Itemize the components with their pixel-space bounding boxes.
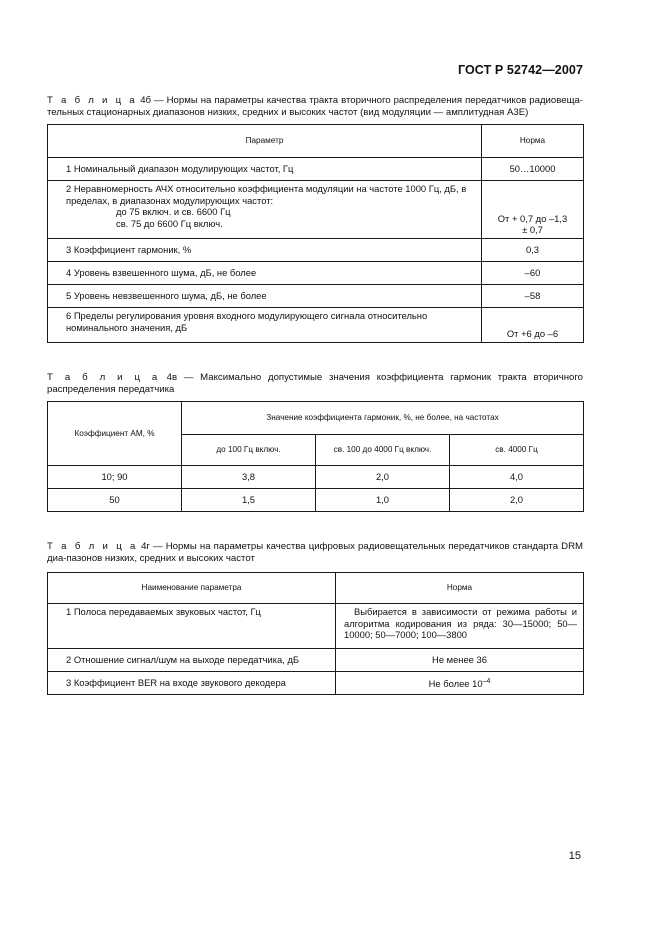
header-norm: Норма: [482, 125, 584, 158]
header-param: Наименование параметра: [48, 573, 336, 604]
row-param: 4 Уровень взвешенного шума, дБ, не более: [48, 262, 482, 285]
row-norm: [336, 672, 584, 695]
row-norm: От +6 до –6: [482, 308, 584, 343]
header-param: Параметр: [48, 125, 482, 158]
row-norm: 50…10000: [482, 158, 584, 181]
row-sub-item: до 75 включ. и св. 6600 Гц: [116, 206, 231, 218]
cell-am: 10; 90: [48, 466, 182, 489]
table-row: [48, 649, 584, 672]
cell-am: 50: [48, 489, 182, 512]
row-param: [48, 181, 482, 239]
table-row: [48, 262, 584, 285]
table-header-row: [48, 573, 584, 604]
page-number: 15: [568, 850, 581, 862]
row-norm: 0,3: [482, 239, 584, 262]
header-group: Значение коэффициента гармоник, %, не более, на частотах: [182, 402, 584, 435]
row-param: 3 Коэффициент BER на входе звукового декодера: [48, 672, 336, 695]
row-norm: Не менее 36: [336, 649, 584, 672]
table-row: [48, 489, 584, 512]
row-param: 2 Отношение сигнал/шум на выходе передатчика, дБ: [48, 649, 336, 672]
header-col: до 100 Гц включ.: [182, 435, 316, 466]
row-norm: –60: [482, 262, 584, 285]
table-4b: [47, 124, 584, 343]
table-row: [48, 604, 584, 649]
table-row: [48, 181, 584, 239]
table-4g-caption: [47, 541, 583, 565]
header-coef: Коэффициент АМ, %: [48, 402, 182, 466]
caption-prefix: Т а б л и ц а: [47, 541, 138, 552]
table-4v: [47, 401, 584, 512]
row-sub-item: св. 75 до 6600 Гц включ.: [116, 217, 223, 229]
caption-text: 4б — Нормы на параметры качества тракта вторичного распределения передатчиков радиовеща-тельных стационарных диапазонов низких, средних и высоких частот (вид модуляции — амплитудная А3Е): [47, 95, 583, 118]
row-param-text: 2 Неравномерность АЧХ относительно коэффициента модуляции на частоте 1000 Гц, дБ, в пределах, в диапазонах модулирующих частот:: [66, 183, 467, 206]
row-norm: [482, 181, 584, 239]
table-row: [48, 308, 584, 343]
row-param: 1 Номинальный диапазон модулирующих частот, Гц: [48, 158, 482, 181]
row-param: 5 Уровень невзвешенного шума, дБ, не более: [48, 285, 482, 308]
cell-value: 2,0: [316, 466, 450, 489]
table-row: [48, 466, 584, 489]
caption-text: 4в — Максимально допустимые значения коэффициента гармоник тракта вторичного распределения передатчика: [47, 372, 583, 395]
document-code: ГОСТ Р 52742—2007: [457, 63, 583, 77]
cell-value: 2,0: [450, 489, 584, 512]
row-norm: –58: [482, 285, 584, 308]
row-norm-value: От + 0,7 до –1,3: [497, 212, 568, 224]
row-param: 1 Полоса передаваемых звуковых частот, Гц: [48, 604, 336, 649]
table-row: [48, 285, 584, 308]
caption-prefix: Т а б л и ц а: [47, 372, 160, 383]
table-row: [48, 239, 584, 262]
table-4b-caption: [47, 95, 583, 119]
table-row: [48, 672, 584, 695]
caption-text: 4г — Нормы на параметры качества цифровых радиовещательных передатчиков стандарта DRM диа-пазонов низких, средних и высоких частот: [47, 541, 583, 564]
row-param: 6 Пределы регулирования уровня входного модулирующего сигнала относительно номинального значения, дБ: [48, 308, 482, 343]
cell-value: 3,8: [182, 466, 316, 489]
table-row: [48, 158, 584, 181]
table-4g: [47, 572, 584, 695]
row-param: 3 Коэффициент гармоник, %: [48, 239, 482, 262]
cell-value: 4,0: [450, 466, 584, 489]
norm-base: Не более 10: [428, 678, 483, 690]
table-4v-caption: [47, 372, 583, 396]
header-col: св. 4000 Гц: [450, 435, 584, 466]
cell-value: 1,5: [182, 489, 316, 512]
row-norm-value: ± 0,7: [522, 224, 543, 236]
table-header-row: [48, 125, 584, 158]
cell-value: 1,0: [316, 489, 450, 512]
table-header-row: [48, 402, 584, 435]
header-norm: Норма: [336, 573, 584, 604]
row-norm: Выбирается в зависимости от режима работы и алгоритма кодирования из ряда: 30—15000; 50—10000; 50—7000; 100—3800: [336, 604, 584, 649]
norm-exponent: –4: [482, 678, 491, 686]
header-col: св. 100 до 4000 Гц включ.: [316, 435, 450, 466]
caption-prefix: Т а б л и ц а: [47, 95, 138, 106]
